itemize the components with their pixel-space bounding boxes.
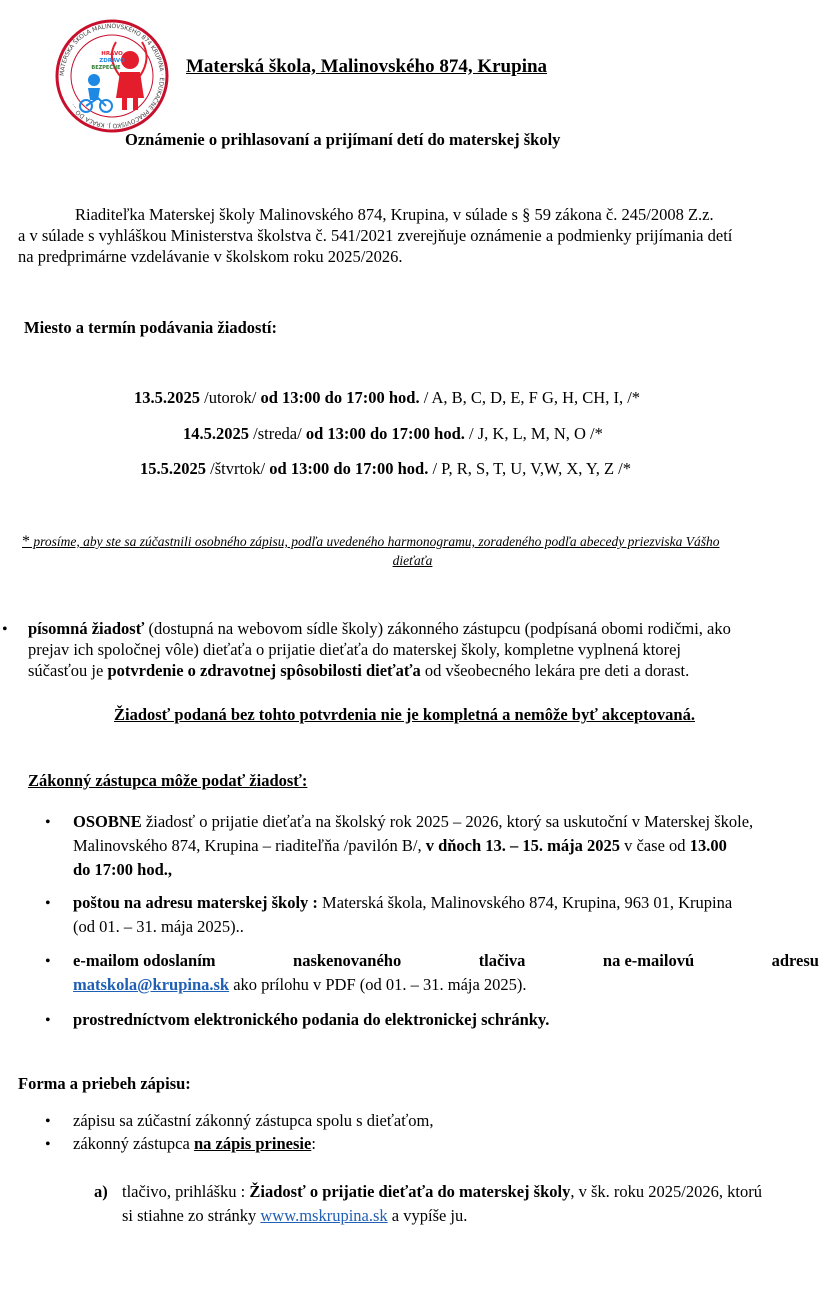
schedule-note-line-2: dieťaťa: [392, 553, 433, 568]
school-logo-icon: [54, 18, 170, 134]
page-title: Materská škola, Malinovského 874, Krupina: [186, 56, 548, 77]
form-item-bring: zákonný zástupca na zápis prinesie:: [73, 1134, 316, 1153]
submit-item-post-line-1: poštou na adresu materskej školy : Materská škola, Malinovského 874, Krupina, 963 01, Krupina: [73, 893, 733, 912]
intro-line-3: na predprimárne vzdelávanie v školskom roku 2025/2026.: [18, 247, 403, 266]
announcement-subtitle: Oznámenie o prihlasovaní a prijímaní detí do materskej školy: [125, 130, 561, 149]
application-line-2: prejav ich spoločnej vôle) dieťaťa o prijatie dieťaťa do materskej školy, kompletne vyplnená ktorej: [28, 640, 681, 659]
svg-text:ZDRAVO: ZDRAVO: [99, 58, 125, 64]
submit-item-email-line-1: e-mailom odoslaním naskenovaného tlačiva na e-mailovú adresu: [73, 951, 819, 970]
school-website-link[interactable]: www.mskrupina.sk: [260, 1206, 388, 1225]
submit-item-post-line-2: (od 01. – 31. mája 2025)..: [73, 917, 244, 936]
place-heading: Miesto a termín podávania žiadostí:: [24, 318, 277, 337]
submit-item-in-person-line-1: OSOBNE žiadosť o prijatie dieťaťa na školský rok 2025 – 2026, ktorý sa uskutoční v Materskej škole,: [73, 812, 754, 831]
schedule-line-3: 15.5.2025 /štvrtok/ od 13:00 do 17:00 hod. / P, R, S, T, U, V,W, X, Y, Z /*: [140, 459, 631, 478]
bullet-icon: •: [45, 895, 51, 912]
intro-line-1: Riaditeľka Materskej školy Malinovského 874, Krupina, v súlade s § 59 zákona č. 245/2008 Z.z.: [75, 205, 714, 224]
intro-line-2: a v súlade s vyhláškou Ministerstva školstva č. 541/2021 zverejňuje oznámenie a podmienky prijímania detí: [18, 226, 733, 245]
school-email-link[interactable]: matskola@krupina.sk: [73, 975, 230, 994]
item-a-line-1: tlačivo, prihlášku : Žiadosť o prijatie dieťaťa do materskej školy, v šk. roku 2025/2026, ktorú: [122, 1182, 762, 1201]
school-logo: [54, 18, 170, 134]
bullet-icon: •: [45, 1012, 51, 1029]
submit-item-electronic: prostredníctvom elektronického podania do elektronickej schránky.: [73, 1010, 550, 1029]
submit-item-email-line-2: matskola@krupina.sk ako prílohu v PDF (od 01. – 31. mája 2025).: [73, 975, 527, 994]
form-heading: Forma a priebeh zápisu:: [18, 1074, 191, 1093]
completeness-warning: Žiadosť podaná bez tohto potvrdenia nie je kompletná a nemôže byť akceptovaná.: [114, 705, 695, 724]
form-item-attendance: zápisu sa zúčastní zákonný zástupca spolu s dieťaťom,: [73, 1111, 434, 1130]
schedule-line-1: 13.5.2025 /utorok/ od 13:00 do 17:00 hod. / A, B, C, D, E, F G, H, CH, I, /*: [134, 388, 641, 407]
item-a-line-2: si stiahne zo stránky www.mskrupina.sk a vypíše ju.: [122, 1206, 468, 1225]
svg-text:HRAVO: HRAVO: [101, 51, 123, 57]
application-line-3: súčasťou je potvrdenie o zdravotnej spôsobilosti dieťaťa od všeobecného lekára pre deti a dorast.: [28, 661, 690, 680]
bullet-icon: •: [45, 1113, 51, 1130]
application-line-1: písomná žiadosť (dostupná na webovom sídle školy) zákonného zástupcu (podpísaná obomi rodičmi, ako: [28, 619, 731, 638]
bullet-icon: •: [2, 621, 8, 638]
schedule-note-line-1: * prosíme, aby ste sa zúčastnili osobného zápisu, podľa uvedeného harmonogramu, zoradeného podľa abecedy priezviska Vášho: [22, 533, 720, 550]
svg-text:BEZPEČNE: BEZPEČNE: [91, 65, 121, 71]
item-a-label: a): [94, 1182, 108, 1201]
submit-heading: Zákonný zástupca môže podať žiadosť:: [28, 771, 308, 790]
bullet-icon: •: [45, 1136, 51, 1153]
bullet-icon: •: [45, 953, 51, 970]
submit-item-in-person-line-3: do 17:00 hod.,: [73, 860, 173, 879]
schedule-line-2: 14.5.2025 /streda/ od 13:00 do 17:00 hod. / J, K, L, M, N, O /*: [183, 424, 603, 443]
bullet-icon: •: [45, 814, 51, 831]
svg-text:MATERSKÁ ŠKOLA MALINOVSKÉHO 87: MATERSKÁ ŠKOLA MALINOVSKÉHO 874 KRUPINA · EDUKAČNÉ PRACOVISKO J. KRÁĽA DO ...: [58, 22, 166, 130]
submit-item-in-person-line-2: Malinovského 874, Krupina – riaditeľňa /pavilón B/, v dňoch 13. – 15. mája 2025 v čase od 13.00: [73, 836, 727, 855]
